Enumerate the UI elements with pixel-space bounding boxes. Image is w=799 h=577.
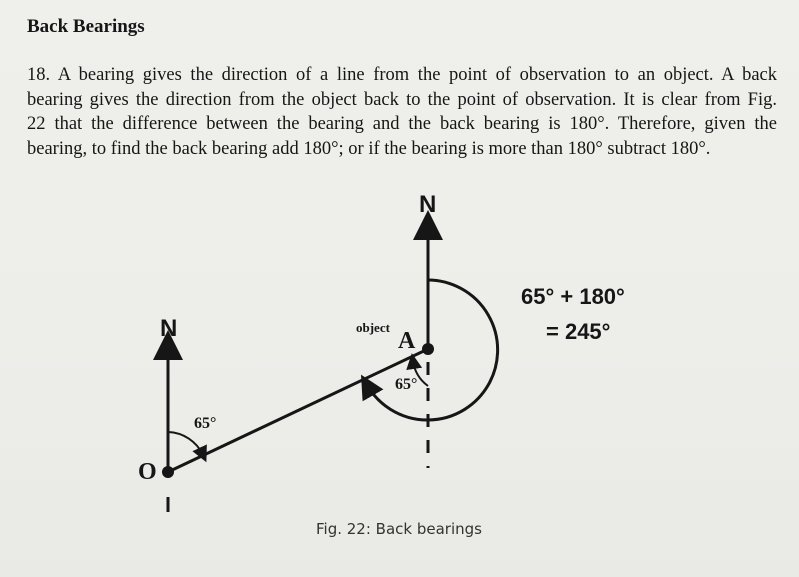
point-o-label: O xyxy=(138,459,157,485)
north-label-a: N xyxy=(419,191,437,218)
point-o xyxy=(162,466,174,478)
point-a-label: A xyxy=(398,328,416,354)
north-label-o: N xyxy=(160,315,178,342)
figure-caption: Fig. 22: Back bearings xyxy=(316,520,482,538)
paragraph-line: bearing gives the direction from the object back to the point of observation. It is clear from Fig. xyxy=(27,89,777,110)
paragraph-line: 22 that the difference between the bearing and the back bearing is 180°. Therefore, given the xyxy=(27,114,777,134)
section-heading: Back Bearings xyxy=(27,16,145,37)
object-label: object xyxy=(356,320,390,335)
formula-line-1: 65° + 180° xyxy=(521,284,625,309)
bearing-arc-o xyxy=(168,432,203,455)
formula-line-2: = 245° xyxy=(546,319,611,344)
angle-a-label: 65° xyxy=(395,376,418,393)
paragraph-line: bearing, to find the back bearing add 180°; or if the bearing is more than 180° subtract 180°. xyxy=(27,138,711,159)
paragraph-line: 18. A bearing gives the direction of a line from the point of observation to an object. A back xyxy=(27,65,777,85)
point-a xyxy=(422,343,434,355)
line-o-to-a xyxy=(168,349,428,472)
angle-o-label: 65° xyxy=(194,415,217,432)
